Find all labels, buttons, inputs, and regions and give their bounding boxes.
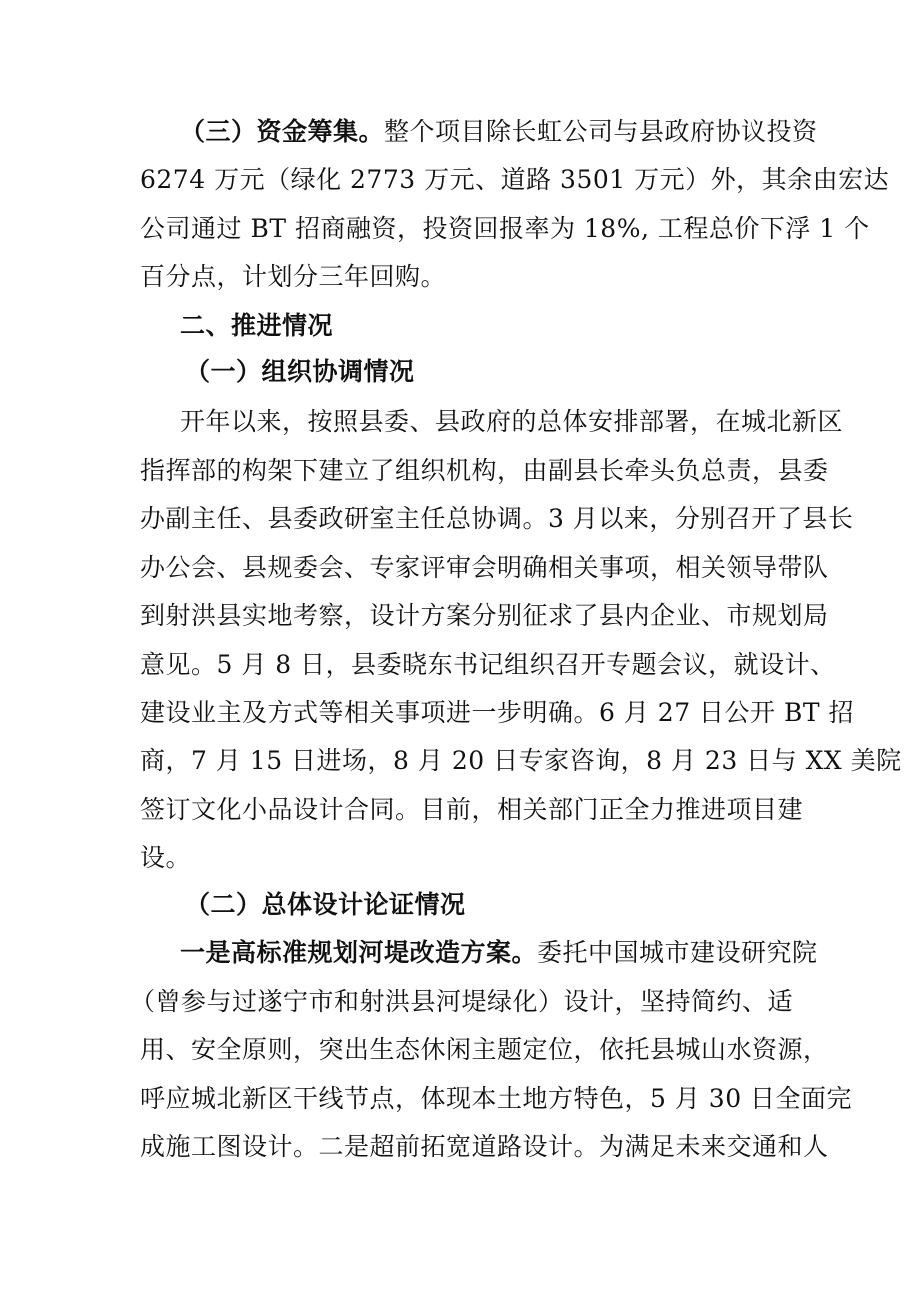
design-text: 委托中国城市建设研究院 — [537, 938, 818, 967]
paragraph-funding-line-1 — [180, 117, 818, 147]
section-heading-progress: 二、推进情况 — [180, 311, 334, 340]
paragraph-coordination-line-7: 建设业主及方式等相关事项进一步明确。6 月 27 日公开 BT 招 — [140, 698, 854, 727]
paragraph-design-line-5: 成施工图设计。二是超前拓宽道路设计。为满足未来交通和人 — [140, 1132, 829, 1161]
paragraph-design-line-3: 用、安全原则，突出生态休闲主题定位，依托县城山水资源， — [140, 1035, 829, 1064]
paragraph-funding-line-3: 公司通过 BT 招商融资，投资回报率为 18%, 工程总价下浮 1 个 — [140, 214, 870, 243]
subsection-heading-coordination: （一）组织协调情况 — [185, 357, 415, 386]
design-heading: 一是高标准规划河堤改造方案。 — [180, 938, 538, 967]
paragraph-coordination-line-6: 意见。5 月 8 日，县委晓东书记组织召开专题会议，就设计、 — [140, 650, 836, 679]
paragraph-coordination-line-4: 办公会、县规委会、专家评审会明确相关事项，相关领导带队 — [140, 553, 829, 582]
paragraph-coordination-line-5: 到射洪县实地考察，设计方案分别征求了县内企业、市规划局 — [140, 601, 829, 630]
paragraph-coordination-line-1: 开年以来，按照县委、县政府的总体安排部署，在城北新区 — [180, 407, 844, 436]
paragraph-coordination-line-9: 签订文化小品设计合同。目前，相关部门正全力推进项目建 — [140, 795, 804, 824]
paragraph-design-line-2: （曾参与过遂宁市和射洪县河堤绿化）设计，坚持简约、适 — [130, 987, 794, 1016]
funding-heading: （三）资金筹集。 — [180, 117, 385, 146]
funding-text: 整个项目除长虹公司与县政府协议投资 — [384, 117, 818, 146]
paragraph-funding-line-4: 百分点，计划分三年回购。 — [140, 262, 447, 291]
paragraph-design-line-1 — [180, 938, 818, 968]
paragraph-coordination-line-2: 指挥部的构架下建立了组织机构，由副县长牵头负总责，县委 — [140, 456, 829, 485]
paragraph-funding-line-2: 6274 万元（绿化 2773 万元、道路 3501 万元）外，其余由宏达 — [140, 165, 890, 194]
paragraph-coordination-line-8: 商，7 月 15 日进场，8 月 20 日专家咨询，8 月 23 日与 XX 美院 — [140, 746, 902, 775]
paragraph-coordination-line-3: 办副主任、县委政研室主任总协调。3 月以来，分别召开了县长 — [140, 504, 854, 533]
subsection-heading-design: （二）总体设计论证情况 — [185, 890, 466, 919]
paragraph-coordination-line-10: 设。 — [140, 843, 192, 872]
paragraph-design-line-4: 呼应城北新区干线节点，体现本土地方特色，5 月 30 日全面完 — [140, 1084, 853, 1113]
